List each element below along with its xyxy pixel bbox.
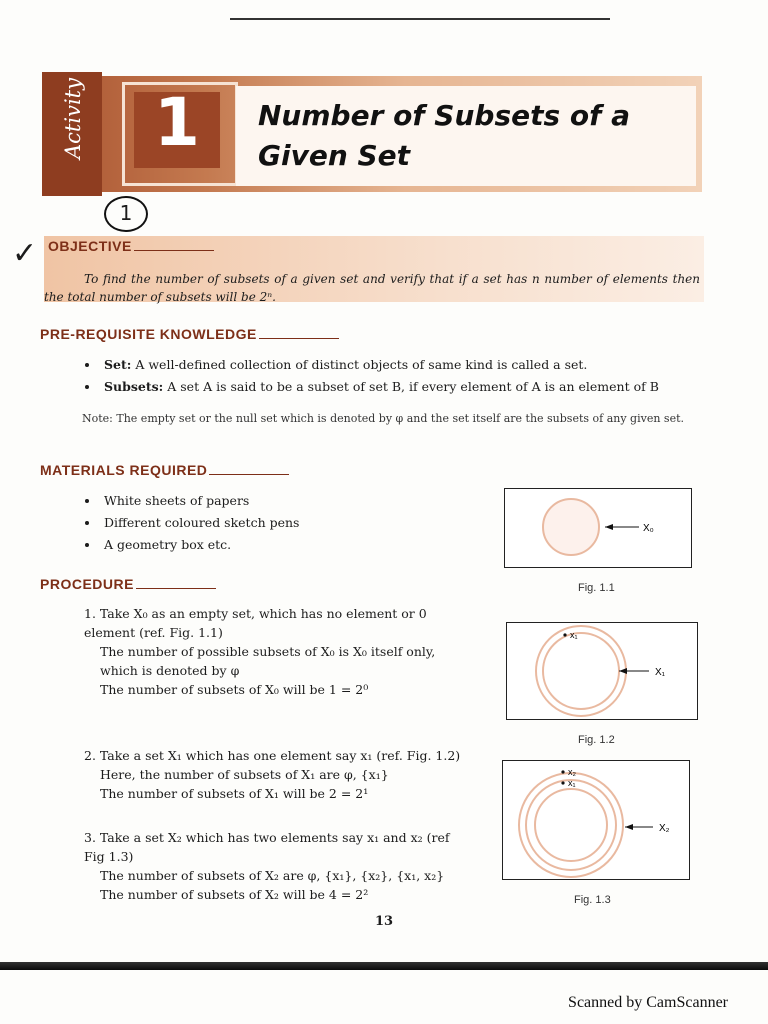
procedure-step-2: 2. Take a set X₁ which has one element say x₁ (ref. Fig. 1.2) Here, the number of subsets of X₁ are φ, {x₁} The number of subsets of X₁ will be 2 = 2¹ <box>84 748 461 801</box>
figure-1-1 <box>504 488 692 568</box>
objective-heading: OBJECTIVE <box>48 238 214 254</box>
arrow-head-icon <box>619 668 627 674</box>
figure-1-1-diagram <box>505 489 691 567</box>
materials-list <box>80 490 430 556</box>
activity-label: Activity <box>61 78 85 159</box>
figure-label: X₁ <box>655 667 666 678</box>
set-circle-outer <box>536 626 626 716</box>
figure-label: x₁ <box>570 630 578 640</box>
handwritten-number: 1 <box>104 196 148 232</box>
figure-caption: Fig. 1.3 <box>574 894 611 906</box>
set-circle-middle <box>526 780 616 870</box>
element-dot <box>561 781 564 784</box>
figure-label: X₀ <box>643 523 654 534</box>
activity-number: 1 <box>154 84 200 161</box>
set-circle-inner <box>535 789 607 861</box>
procedure-step-3: 3. Take a set X₂ which has two elements say x₁ and x₂ (ref Fig 1.3) The number of subsets of X₂ are φ, {x₁}, {x₂}, {x₁, x₂} The number of subsets of X₂ will be 4 = 2² <box>84 830 450 902</box>
prerequisite-heading: PRE-REQUISITE KNOWLEDGE <box>40 326 339 342</box>
list-item: • Subsets: A set A is said to be a subset of set B, if every element of A is an element of B <box>100 376 720 398</box>
element-dot <box>563 633 566 636</box>
objective-text: To find the number of subsets of a given set and verify that if a set has n number of elements then the total number of subsets will be 2ⁿ. <box>44 272 700 304</box>
top-edge-line <box>230 18 610 20</box>
figure-label: x₁ <box>568 778 576 788</box>
figure-1-3 <box>502 760 690 880</box>
prerequisite-list <box>80 354 720 398</box>
figure-caption: Fig. 1.2 <box>578 734 615 746</box>
checkmark-icon: ✓ <box>12 236 38 271</box>
set-circle-inner <box>543 633 619 709</box>
prerequisite-note: Note: The empty set or the null set which is denoted by φ and the set itself are the subsets of any given set. <box>82 412 684 425</box>
empty-set-circle <box>543 499 599 555</box>
title-line-2: Given Set <box>258 139 411 172</box>
page-title <box>258 96 678 176</box>
procedure-heading: PROCEDURE <box>40 576 216 592</box>
footer-bar <box>0 962 768 970</box>
figure-1-2 <box>506 622 698 720</box>
figure-caption: Fig. 1.1 <box>578 582 615 594</box>
page-number: 13 <box>374 914 394 929</box>
scanner-watermark: Scanned by CamScanner <box>568 994 728 1011</box>
procedure-step-1: 1. Take X₀ as an empty set, which has no element or 0 element (ref. Fig. 1.1) The number of possible subsets of X₀ is X₀ itself only, which is denoted by φ The number of subsets of X₀ will be 1 = 2⁰ <box>84 606 436 697</box>
element-dot <box>561 770 564 773</box>
list-item: • White sheets of papers <box>100 490 430 512</box>
list-item: • Different coloured sketch pens <box>100 512 430 534</box>
figure-label: X₂ <box>659 823 670 834</box>
list-item: • A geometry box etc. <box>100 534 430 556</box>
title-line-1: Number of Subsets of a <box>258 99 630 132</box>
arrow-head-icon <box>605 524 613 530</box>
list-item: • Set: A well-defined collection of distinct objects of same kind is called a set. <box>100 354 720 376</box>
arrow-head-icon <box>625 824 633 830</box>
figure-label: x₂ <box>568 767 576 777</box>
figure-1-3-diagram <box>503 761 689 879</box>
materials-heading: MATERIALS REQUIRED <box>40 462 289 478</box>
figure-1-2-diagram <box>507 623 697 719</box>
